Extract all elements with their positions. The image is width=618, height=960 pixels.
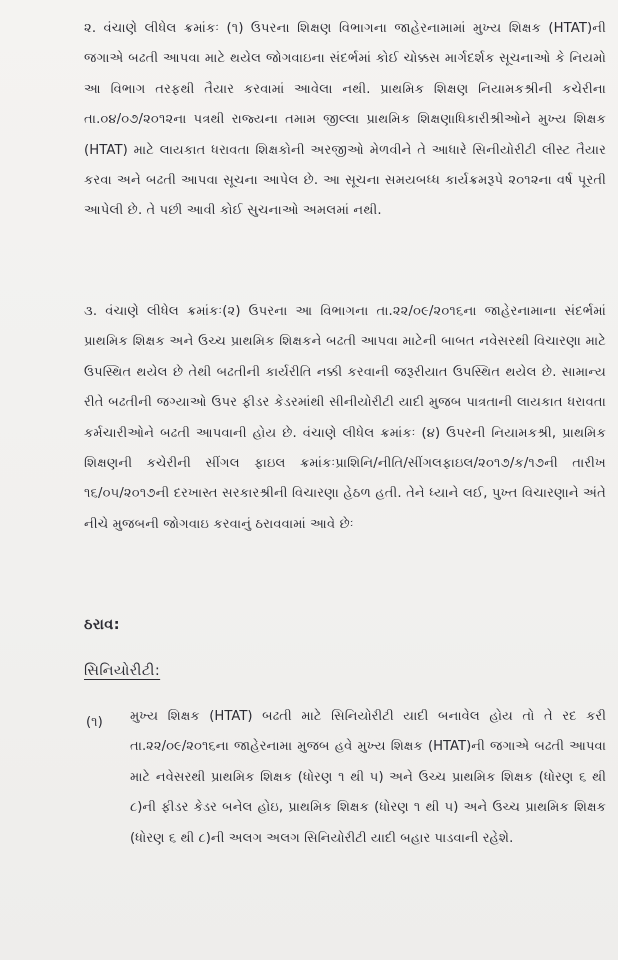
seniority-heading: સિનિયોરીટી: [84, 663, 161, 679]
resolution-heading: ઠરાવ: [84, 617, 120, 633]
item-1-number: (૧) [86, 715, 103, 730]
item-1-text: મુખ્ય શિક્ષક (HTAT) બઢતી માટે સિનિયોરીટી યાદી બનાવેલ હોય તો તે રદ કરી તા.૨૨/૦૯/૨૦૧૬ના જાહેરનામા મુજબ હવે મુખ્ય શિક્ષક (HTAT)ની જગાએ બઢતી આપવા માટે નવેસરથી પ્રાથમિક શિક્ષક (ધોરણ ૧ થી ૫) અને ઉચ્ચ પ્રાથમિક શિક્ષક (ધોરણ ૬ થી ૮)ની ફીડર કેડર બનેલ હોઇ, પ્રાથમિક શિક્ષક (ધોરણ ૧ થી ૫) અને ઉચ્ચ પ્રાથમિક શિક્ષક (ધોરણ ૬ થી ૮)ની અલગ અલગ સિનિયોરીટી યાદી બહાર પાડવાની રહેશે. [130, 709, 606, 846]
paragraph-2: ૨. વંચાણે લીધેલ ક્રમાંકઃ (૧) ઉપરના શિક્ષણ વિભાગના જાહેરનામામાં મુખ્ય શિક્ષક (HTAT)ની જગાએ બઢતી આપવા માટે થયેલ જોગવાઇના સંદર્ભમાં કોઈ ચોક્કસ માર્ગદર્શક સૂચનાઓ કે નિયમો આ વિભાગ તરફથી તૈયાર કરવામાં આવેલા નથી. પ્રાથમિક શિક્ષણ નિયામકશ્રીની કચેરીના તા.૦૪/૦૭/૨૦૧૨ના પત્રથી રાજ્યના તમામ જીલ્લા પ્રાથમિક શિક્ષણાધિકારીશ્રીઓને મુખ્ય શિક્ષક (HTAT) માટે લાયકાત ધરાવતા શિક્ષકોની અરજીઓ મેળવીને તે આધારે સિનીયોરીટી લીસ્ટ તૈયાર કરવા અને બઢતી આપવા સૂચના આપેલ છે. આ સૂચના સમયબધ્ધ કાર્યક્રમરૂપે ૨૦૧૨ના વર્ષ પૂરતી આપેલી છે. તે પછી આવી કોઈ સુચનાઓ અમલમાં નથી. [84, 21, 606, 219]
paragraph-3: ૩. વંચાણે લીધેલ ક્રમાંકઃ(૨) ઉપરના આ વિભાગના તા.૨૨/૦૯/૨૦૧૬ના જાહેરનામાના સંદર્ભમાં પ્રાથમિક શિક્ષક અને ઉચ્ચ પ્રાથમિક શિક્ષકને બઢતી આપવા માટેની બાબત નવેસરથી વિચારણા માટે ઉપસ્થિત થયેલ છે તેથી બઢતીની કાર્યરીતિ નક્કી કરવાની જરૂરીયાત ઉપસ્થિત થયેલ છે. સામાન્ય રીતે બઢતીની જગ્યાઓ ઉપર ફીડર કેડરમાંથી સીનીયોરીટી યાદી મુજબ પાત્રતાની લાયકાત ધરાવતા કર્મચારીઓને બઢતી આપવાની હોય છે. વંચાણે લીધેલ ક્રમાંકઃ (૪) ઉપરની નિયામકશ્રી, પ્રાથમિક શિક્ષણની કચેરીની સીંગલ ફાઇલ ક્રમાંકઃપ્રાશિનિ/નીતિ/સીંગલફાઇલ/૨૦૧૭/ક/૧૭ની તારીખ ૧૬/૦૫/૨૦૧૭ની દરખાસ્ત સરકારશ્રીની વિચારણા હેઠળ હતી. તેને ધ્યાને લઈ, પુખ્ત વિચારણાને અંતે નીચે મુજબની જોગવાઇ કરવાનું ઠરાવવામાં આવે છેઃ [84, 304, 606, 532]
